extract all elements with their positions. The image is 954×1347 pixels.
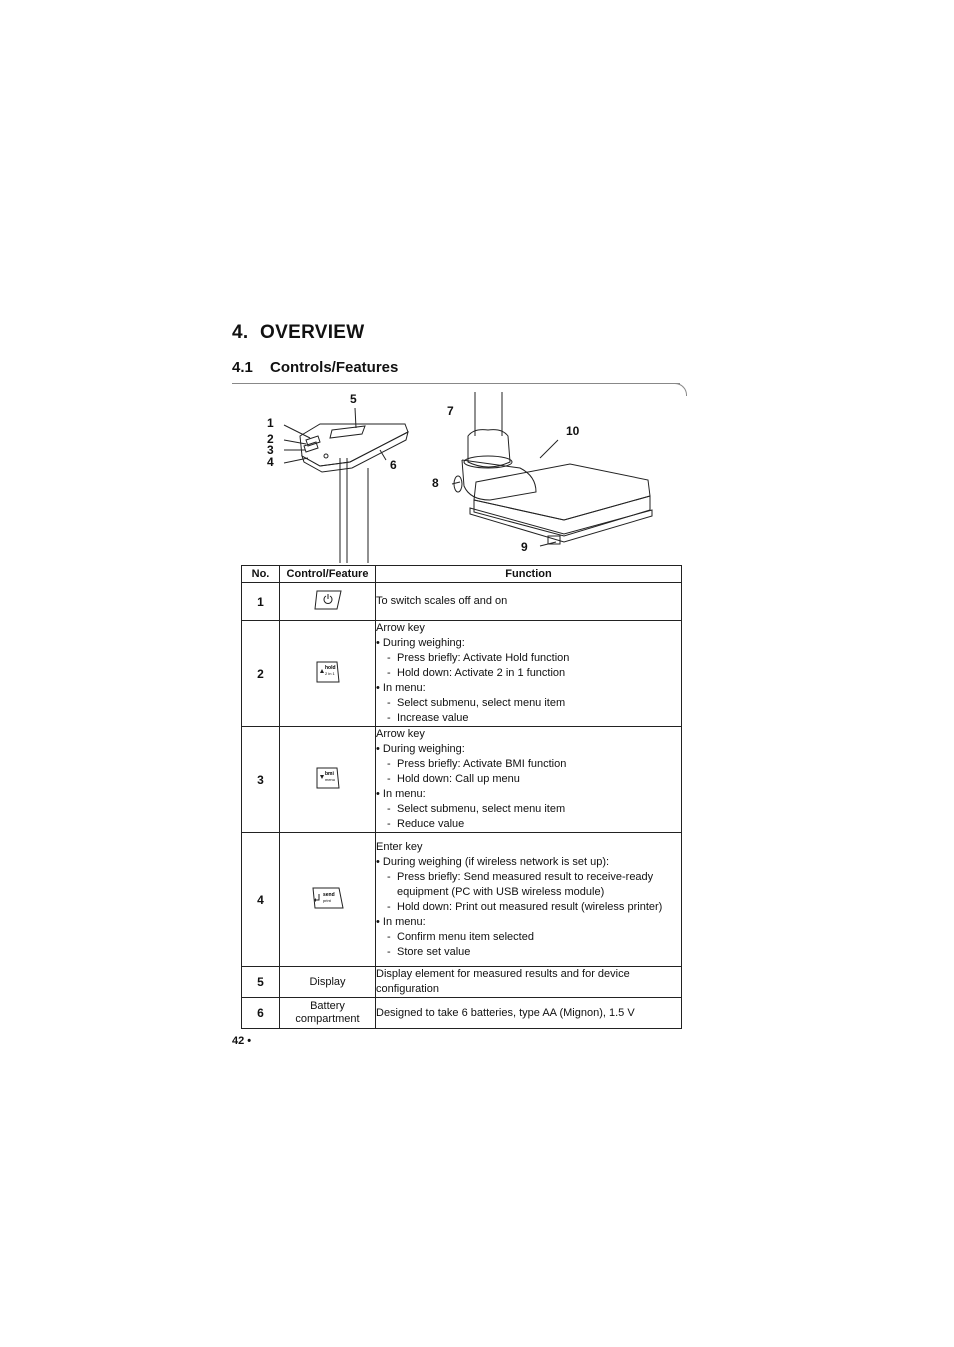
function-subitem: - Select submenu, select menu item [387,803,566,815]
callout-9: 9 [521,540,528,554]
display-window [330,426,365,438]
section-rule [232,383,680,384]
controls-table [241,565,682,1029]
control-feature-label [280,998,376,1029]
function-subitem-text: Hold down: Activate 2 in 1 function [397,667,566,679]
function-subitem-text: Select submenu, select menu item [397,697,566,709]
row-number: 1 [242,583,280,621]
control-feature-text: Display [309,975,346,988]
function-subitem-text: Press briefly: Activate Hold function [397,652,570,664]
function-subitem-text: Hold down: Print out measured result (wireless printer) [397,900,663,913]
control-feature-label [280,967,376,998]
callout-8: 8 [432,476,439,490]
function-line: Enter key [376,840,423,853]
key-top-label: bmi [324,771,334,777]
function-subitem: - Reduce value [387,818,465,830]
function-subitem: - Press briefly: Send measured result to receive-ready equipment (PC with USB wireless module) [387,870,654,898]
function-description [376,621,682,727]
key-bottom-label: print [322,898,331,903]
callout-3: 3 [267,443,274,457]
section-rule-corner [672,383,687,396]
page-number: 42 • [232,1035,252,1047]
function-line: Designed to take 6 batteries, type AA (Mignon), 1.5 V [376,1006,635,1019]
function-bullet: • In menu: [376,682,426,694]
section-title: Controls/Features [270,359,399,376]
function-subitem-text: Store set value [397,945,471,958]
function-bullet: • During weighing: [376,743,465,755]
function-subitem-text: Reduce value [397,818,465,830]
function-description [376,833,682,967]
function-subitem: - Store set value [387,945,471,958]
table-row [242,967,682,998]
down-arrow-key [280,727,376,833]
function-line: Arrow key [376,728,425,740]
callout-5: 5 [350,392,357,406]
up-arrow-key [280,621,376,727]
function-subitem: - Hold down: Call up menu [387,773,520,785]
function-line: To switch scales off and on [376,595,508,607]
function-subitem-text: Press briefly: Activate BMI function [397,758,567,770]
function-bullet: • In menu: [376,788,426,800]
chapter-title: OVERVIEW [260,322,365,343]
function-subitem-text: Increase value [397,712,469,724]
row-number: 2 [242,621,280,727]
key-bottom-label: 2 in 1 [324,671,335,676]
table-row [242,621,682,727]
function-description [376,998,682,1029]
row-number: 5 [242,967,280,998]
header-function: Function [376,566,682,583]
function-subitem: - Hold down: Activate 2 in 1 function [387,667,566,679]
callout-4: 4 [267,455,274,469]
function-subitem: - Increase value [387,712,469,724]
chapter-number: 4. [232,322,249,343]
function-subitem: - Press briefly: Activate BMI function [387,758,567,770]
platform-top [474,464,650,520]
function-subitem-text: Select submenu, select menu item [397,803,566,815]
function-line: Display element for measured results and for device configuration [376,968,630,995]
function-description [376,967,682,998]
function-subitem: - Press briefly: Activate Hold function [387,652,570,664]
callout-10: 10 [566,424,580,438]
function-subitem: - Select submenu, select menu item [387,697,566,709]
function-subitem-text: Confirm menu item selected [397,930,534,943]
row-number: 4 [242,833,280,967]
table-row [242,833,682,967]
function-line: Arrow key [376,622,425,634]
function-subitem-text: Press briefly: Send measured result to receive-ready equipment (PC with USB wireless module) [397,870,654,898]
function-bullet: • During weighing (if wireless network is set up): [376,855,610,868]
callout-6: 6 [390,458,397,472]
callout-2: 2 [267,432,274,446]
row-number: 3 [242,727,280,833]
table-header-row [242,566,682,583]
function-description [376,727,682,833]
function-bullet: • In menu: [376,915,426,928]
row-number: 6 [242,998,280,1029]
callout-7: 7 [447,404,454,418]
chapter-heading [232,322,365,344]
section-number: 4.1 [232,359,253,376]
header-control: Control/Feature [280,566,376,583]
header-no: No. [242,566,280,583]
function-description [376,583,682,621]
callout-1: 1 [267,416,274,430]
section-heading [232,359,398,376]
power-icon [280,583,376,621]
function-subitem: - Hold down: Print out measured result (wireless printer) [387,900,663,913]
table-row [242,727,682,833]
control-feature-text: Battery compartment [295,1000,360,1025]
function-subitem-text: Hold down: Call up menu [397,773,520,785]
function-bullet: • During weighing: [376,637,465,649]
function-subitem: - Confirm menu item selected [387,930,534,943]
key-top-label: hold [324,665,336,671]
table-row [242,998,682,1029]
key-bottom-label: menu [324,777,335,782]
key-top-label: send [322,892,335,898]
enter-key [280,833,376,967]
table-row [242,583,682,621]
